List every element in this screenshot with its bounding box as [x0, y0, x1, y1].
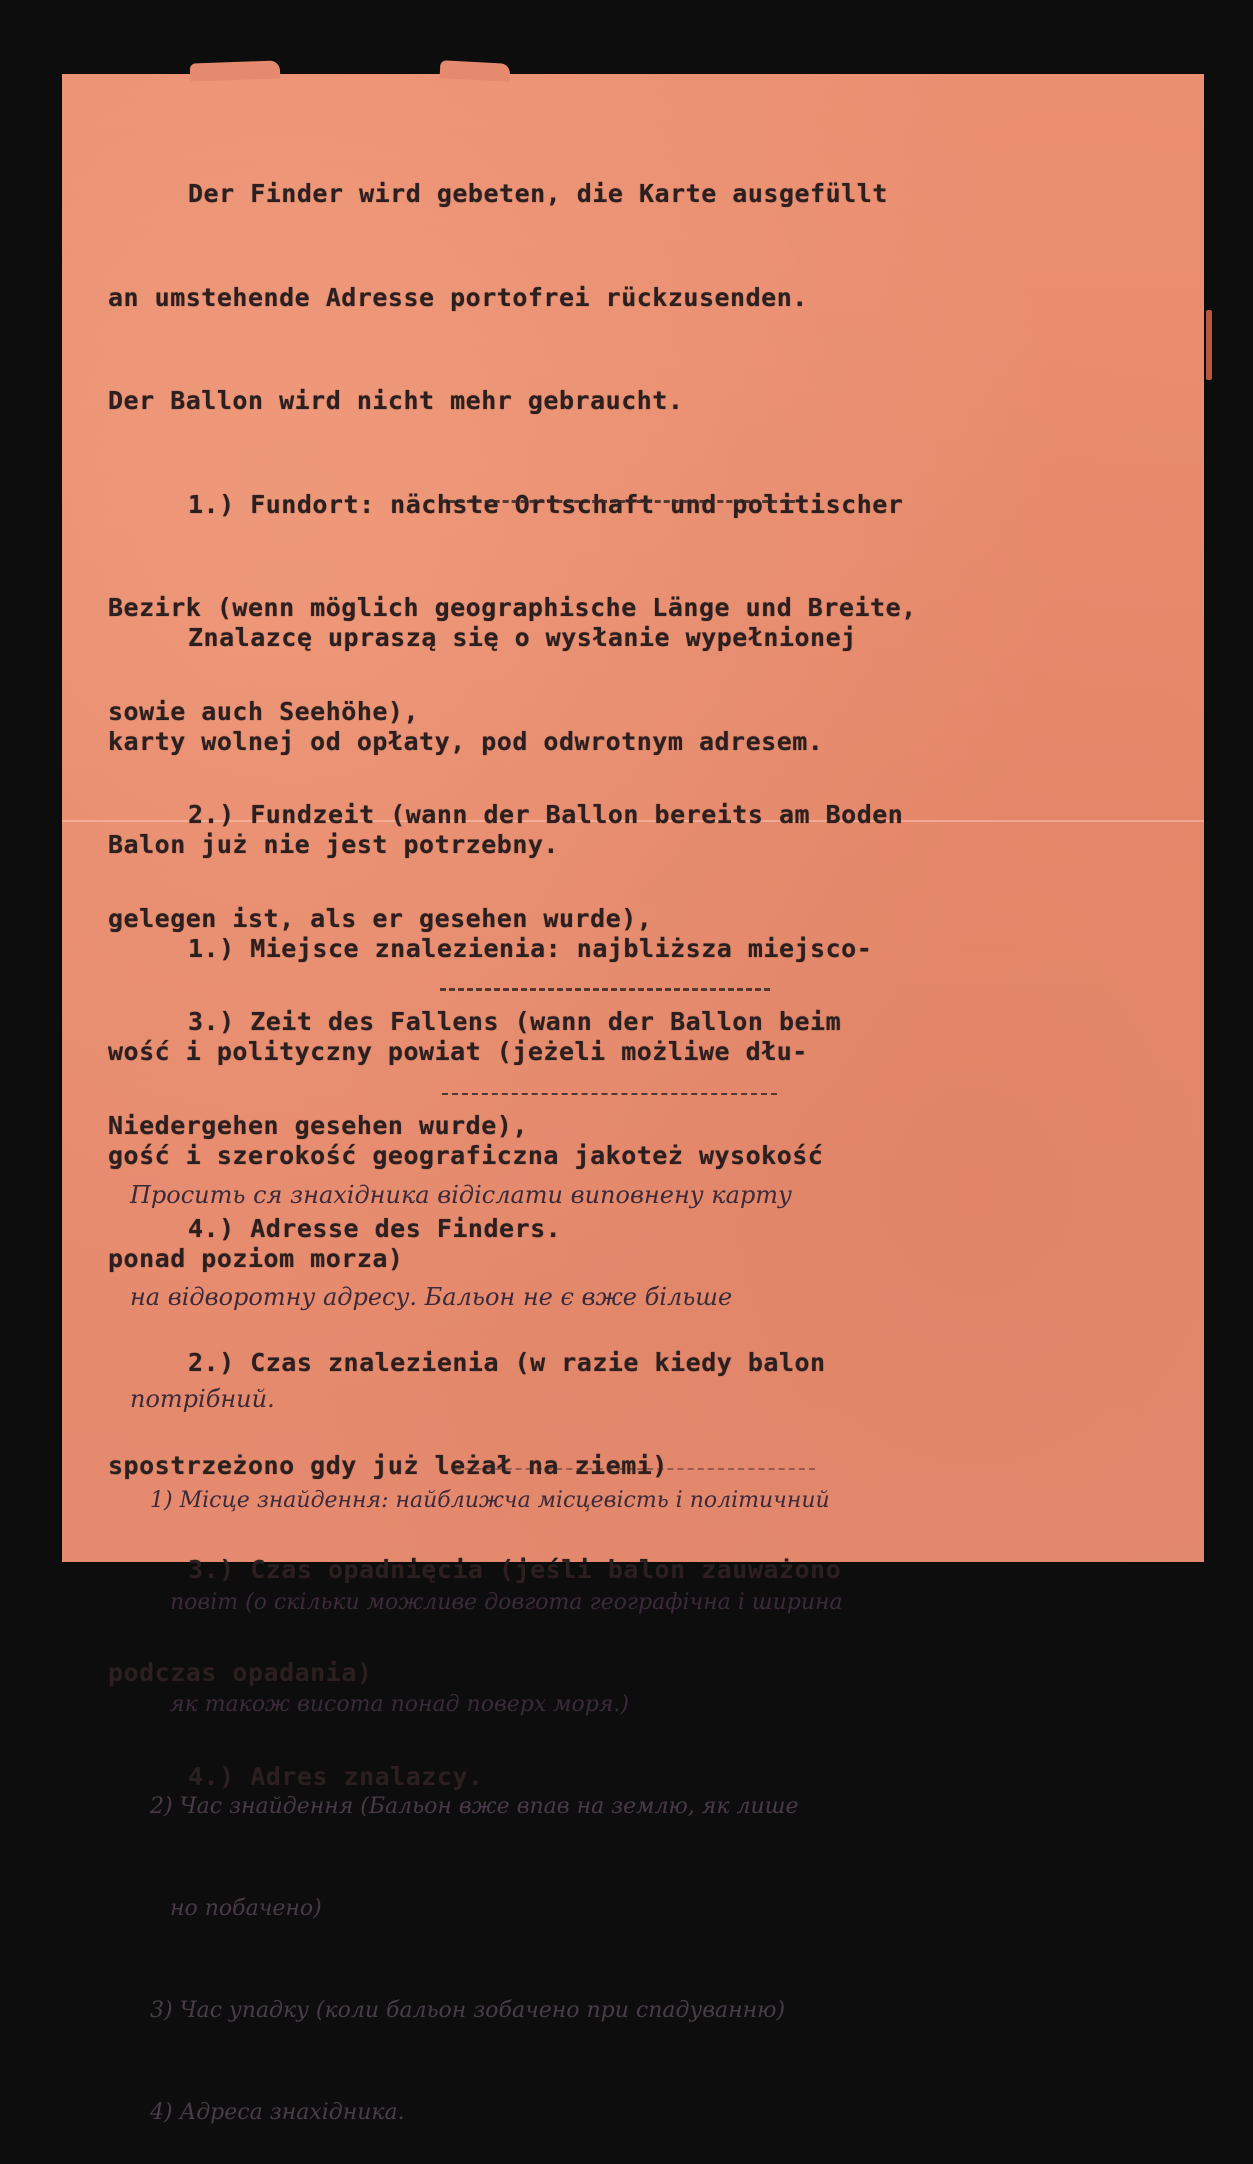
separator-ukrainian-top [442, 1093, 777, 1097]
polish-line: gość i szerokość geograficzna jakoteż wysokość [108, 1140, 824, 1170]
german-line: gelegen ist, als er gesehen wurde), [108, 903, 653, 933]
german-line: sowie auch Seehöhe), [108, 696, 420, 726]
ukrainian-line: потрібний. [130, 1385, 275, 1413]
separator-german [440, 500, 795, 505]
ukrainian-line: но побачено) [170, 1896, 322, 1921]
polish-line: 1.) Miejsce znalezienia: najbliższa miejsco- [188, 933, 873, 963]
polish-line: 3.) Czas opadnięcia (jeśli balon zauważono [188, 1554, 842, 1584]
polish-line: 4.) Adres znalazcy. [188, 1761, 484, 1791]
german-line: Bezirk (wenn möglich geographische Länge und Breite, [108, 593, 917, 622]
german-line: 3.) Zeit des Fallens (wann der Ballon beim [188, 1007, 842, 1036]
edge-stain [1206, 310, 1212, 380]
ukrainian-line: 1) Місце знайдення: найближча місцевість і політичний [150, 1488, 830, 1513]
german-line: 4.) Adresse des Finders. [188, 1214, 562, 1243]
ukrainian-line: Просить ся знахідника відіслати виповнену карту [130, 1181, 792, 1209]
polish-line: wość i polityczny powiat (jeżeli możliwe dłu- [108, 1037, 808, 1066]
torn-edge [190, 60, 281, 81]
ukrainian-line: на відворотну адресу. Бальон не є вже більше [130, 1283, 733, 1311]
polish-line: Balon już nie jest potrzebny. [108, 830, 559, 859]
separator-polish [440, 988, 770, 993]
polish-line: spostrzeżono gdy już leżał na ziemi) [108, 1451, 668, 1480]
ukrainian-line: повіт (о скільки можливе довгота географічна і ширина [170, 1590, 843, 1615]
ukrainian-line: як також висота понад поверх моря.) [170, 1692, 629, 1717]
german-line: Der Ballon wird nicht mehr gebraucht. [108, 386, 684, 415]
ukrainian-line: 3) Час упадку (коли бальон зобачено при спадуванню) [150, 1998, 786, 2023]
german-line: an umstehende Adresse portofrei rückzusenden. [108, 282, 808, 312]
polish-line: karty wolnej od opłaty, pod odwrotnym adresem. [108, 726, 824, 756]
polish-line: Znalazcę upraszą się o wysłanie wypełnionej [188, 623, 857, 652]
ukrainian-line: 4) Адреса знахідника. [150, 2100, 405, 2125]
german-line: 1.) Fundort: nächste Ortschaft und politischer [188, 489, 904, 519]
german-line: Niedergehen gesehen wurde), [108, 1110, 528, 1140]
torn-edge [440, 60, 511, 82]
german-line: 2.) Fundzeit (wann der Ballon bereits am Boden [188, 800, 904, 829]
polish-line: ponad poziom morza) [108, 1244, 404, 1273]
polish-line: 2.) Czas znalezienia (w razie kiedy balon [188, 1347, 826, 1377]
ukrainian-line: 2) Час знайдення (Бальон вже впав на землю, як лише [150, 1794, 799, 1819]
german-line: Der Finder wird gebeten, die Karte ausgefüllt [188, 179, 888, 208]
separator-ukrainian-bottom [455, 1468, 815, 1472]
polish-line: podczas opadania) [108, 1658, 373, 1687]
ukrainian-section [130, 1110, 1170, 2164]
